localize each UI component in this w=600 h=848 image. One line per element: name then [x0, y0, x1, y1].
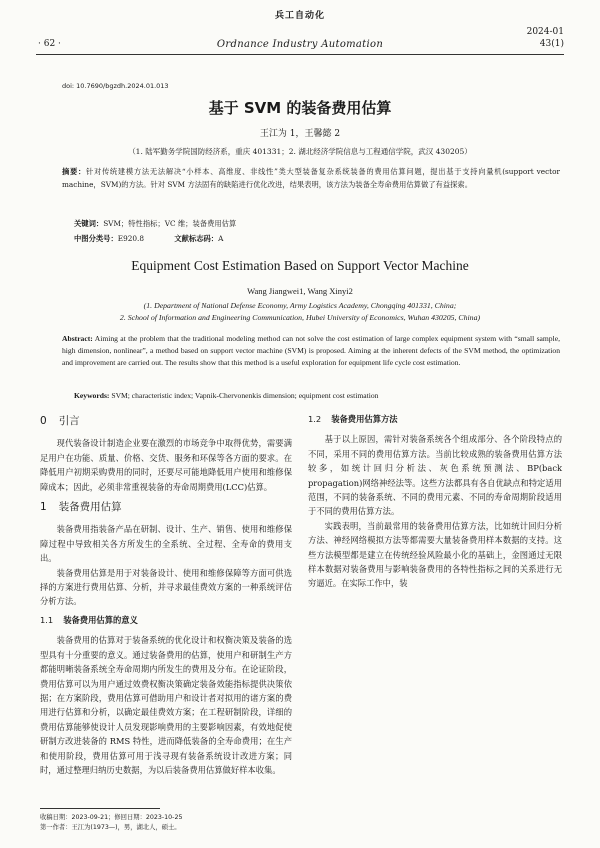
abstract-en-text: Aiming at the problem that the traditional modeling method can not solve the cost estimation of large complex equipment system with “small sample, high dimension, nonlinear”, a method based on support vector machine (SVM) is proposed. Aiming at the inherent defects of the SVM method, the optimization and improvement are carried out. The results show that this method is a useful exploration for equipment life cycle cost estimation.	[62, 334, 560, 367]
section-1-2-heading: 1.2 装备费用估算方法	[308, 414, 398, 424]
keywords-en	[74, 391, 378, 400]
header-divider	[36, 54, 564, 55]
page-number: · 62 ·	[38, 39, 61, 49]
footnote-divider	[40, 808, 160, 809]
section-0-paragraph: 现代装备设计制造企业要在激烈的市场竞争中取得优势，需要满足用户在功能、质量、价格、交货、服务和环保等各方面的要求。在降低用户初期采购费用的同时，还要尽可能地降低用户使用和维修保障成本；因此，必须非常重视装备的寿命周期费用(LCC)估算。	[40, 438, 292, 492]
section-1-1-heading: 1.1 装备费用估算的意义	[40, 614, 138, 625]
keywords-en-label: Keywords:	[74, 391, 110, 400]
section-1-paragraph-2: 装备费用估算是用于对装备设计、使用和维修保障等方面可供选择的方案进行费用估算、分析，并寻求最佳费效方案的一种系统评估分析方法。	[40, 567, 292, 607]
section-1-2-paragraph-1: 基于以上原因，需针对装备系统各个组成部分、各个阶段特点的不同，采用不同的费用估算方法。当前比较成熟的装备费用估算方法较多，如统计回归分析法、灰色系统预测法、BP(back propagation)网络神经法等。这些方法都具有各自优缺点和特定适用范围，不同的装备系统、不同的费用元素、不同的寿命周期阶段适用于不同的费用估算方法。	[308, 434, 562, 517]
doi: doi: 10.7690/bgzdh.2024.01.013	[62, 82, 169, 90]
section-1-paragraph-1: 装备费用指装备产品在研制、设计、生产、销售、使用和维修保障过程中导致相关各方所发生的全系统、全过程、全寿命的费用支出。	[40, 524, 292, 564]
classification-codes	[74, 234, 251, 244]
keywords-cn-label: 关键词：	[74, 219, 104, 228]
clc-value: E920.8	[117, 234, 144, 243]
issue-date: 2024-01	[526, 27, 564, 37]
journal-title-en: Ordnance Industry Automation	[216, 39, 384, 50]
doc-code-value: A	[218, 234, 224, 243]
section-1-2-paragraph-2: 实践表明，当前最常用的装备费用估算方法，比如统计回归分析方法、神经网络模拟方法等都需要大量装备费用样本数据的支持。这些方法模型都是建立在传统经验风险最小化的基础上，金图通过无限样本数据对装备费用与影响装备费用的各特性指标之间的关系进行无穷逼近。在实际工作中，装	[308, 520, 562, 589]
abstract-en	[62, 333, 560, 368]
abstract-cn	[62, 165, 560, 192]
clc-label: 中图分类号：	[74, 234, 118, 243]
section-0-heading: 0 引言	[40, 415, 80, 427]
keywords-en-text: SVM; characteristic index; Vapnik-Chervonenkis dimension; equipment cost estimation	[111, 391, 379, 400]
body-left-column	[40, 408, 292, 777]
affiliation-en-2: 2. School of Information and Engineering Communication, Hubei University of Economics, Wuhan 430205, China)	[119, 313, 481, 322]
body-right-column	[308, 408, 562, 591]
keywords-cn	[74, 219, 236, 229]
footnote-author-info: 第一作者：王江为(1973—)，男，湖北人，硕士。	[40, 824, 181, 831]
issue-volume: 43(1)	[539, 39, 564, 49]
abstract-cn-text: 针对传统建模方法无法解决“小样本、高维度、非线性”类大型装备复杂系统装备的费用估算问题，提出基于支持向量机(support vector machine，SVM)的方法。针对 SVM 方法固有的缺陷进行优化改进，结果表明，该方法为装备全寿命费用估算做了有益探索。	[62, 167, 560, 190]
doc-code-label: 文献标志码：	[174, 234, 219, 243]
keywords-cn-text: SVM；特性指标；VC 维；装备费用估算	[103, 219, 237, 228]
abstract-cn-label: 摘要：	[62, 167, 86, 176]
paper-title-cn: 基于 SVM 的装备费用估算	[208, 99, 392, 117]
affiliation-en-1: (1. Department of National Defense Economy, Army Logistics Academy, Chongqing 401331, China;	[143, 301, 457, 310]
paper-title-en: Equipment Cost Estimation Based on Support Vector Machine	[131, 258, 469, 273]
authors-cn: 王江为 1，王馨懿 2	[259, 129, 341, 139]
abstract-en-label: Abstract:	[62, 334, 93, 343]
authors-en: Wang Jiangwei1, Wang Xinyi2	[247, 286, 353, 296]
section-1-1-paragraph: 装备费用的估算对于装备系统的优化设计和权衡决策及装备的选型具有十分重要的意义。通过装备费用的估算，使用户和研制生产方都能明晰装备系统全寿命周期内所发生的费用及分布。在论证阶段，费用估算可以为用户通过效费权衡决策确定装备效能指标提供决策依据；在方案阶段，费用估算可借助用户和设计者对拟用的诸方案的费用进行估算和分析，以确定最佳费效方案；在工程研制阶段，详细的费用估算能够使设计人员发现影响费用的主要影响因素，有效地促使研制方改进装备的 RMS 特性，进而降低装备的全寿命费用；在生产和使用阶段，费用估算可用于浅寻现有装备系统设计改进方案；同时，通过整理归纳历史数据，为以后装备费用估算做好样本收集。	[40, 635, 292, 775]
journal-title-cn: 兵工自动化	[274, 11, 325, 21]
section-1-heading: 1 装备费用估算	[40, 501, 122, 514]
footnote-received-date: 收稿日期：2023-09-21；修回日期：2023-10-25	[40, 814, 183, 821]
affiliations-cn: （1. 陆军勤务学院国防经济系，重庆 401331；2. 湖北经济学院信息与工程通信学院，武汉 430205）	[128, 147, 472, 156]
